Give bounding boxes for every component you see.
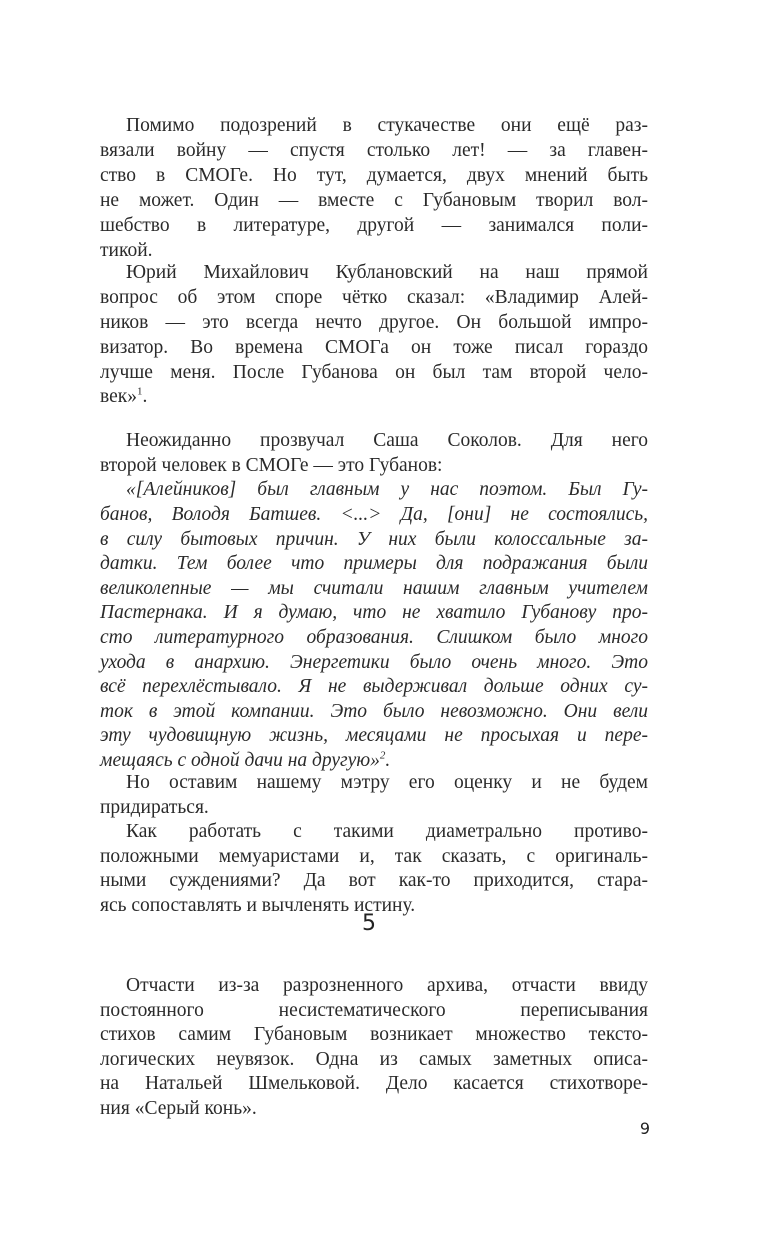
page-number: 9 bbox=[639, 1119, 650, 1138]
paragraph-line: Но оставим нашему мэтру его оценку и не будем bbox=[126, 772, 648, 793]
quote-line: в силу бытовых причин. У них были колоссальные за- bbox=[100, 529, 648, 550]
quote-line: банов, Володя Батшев. <...> Да, [они] не состоялись, bbox=[100, 504, 648, 525]
paragraph-line: положными мемуаристами и, так сказать, с оригиналь- bbox=[100, 846, 648, 867]
paragraph-line: ными суждениями? Да вот как-то приходится, стара- bbox=[100, 870, 648, 891]
section-number: 5 bbox=[362, 911, 376, 936]
quote-line: сто литературного образования. Слишком было много bbox=[100, 627, 648, 648]
paragraph-line: ния «Серый конь». bbox=[100, 1098, 257, 1119]
paragraph-line: постоянного несистематического переписывания bbox=[100, 1000, 648, 1021]
footnote-marker: 2 bbox=[379, 749, 386, 762]
paragraph-line: визатор. Во времена СМОГа он тоже писал гораздо bbox=[100, 337, 648, 358]
paragraph-line: Отчасти из-за разрозненного архива, отчасти ввиду bbox=[126, 975, 648, 996]
paragraph-line: Юрий Михайлович Кублановский на наш прямой bbox=[126, 262, 648, 283]
paragraph-line: Неожиданно прозвучал Саша Соколов. Для него bbox=[126, 430, 648, 451]
quote-line: мещаясь с одной дачи на другую»$^2$. bbox=[100, 749, 391, 771]
footnote-marker: 1 bbox=[136, 385, 143, 398]
quote-line: ток в этой компании. Это было невозможно. Они вели bbox=[100, 701, 648, 722]
quote-line: ухода в анархию. Энергетики было очень много. Это bbox=[100, 652, 648, 673]
quote-line: эту чудовищную жизнь, месяцами не просыхая и пере- bbox=[100, 725, 648, 746]
quote-line: Пастернака. И я думаю, что не хватило Губанову про- bbox=[100, 602, 648, 623]
paragraph-line: лучше меня. После Губанова он был там второй чело- bbox=[100, 362, 648, 383]
paragraph-line: вязали войну — спустя столько лет! — за главен- bbox=[100, 140, 648, 161]
paragraph-line: стихов самим Губановым возникает множество тексто- bbox=[100, 1024, 648, 1045]
paragraph-line: тикой. bbox=[100, 240, 153, 261]
paragraph-line: Как работать с такими диаметрально противо- bbox=[126, 821, 648, 842]
quote-text: мещаясь с одной дачи на другую» bbox=[100, 750, 380, 771]
paragraph-line: Помимо подозрений в стукачестве они ещё раз- bbox=[126, 115, 648, 136]
paragraph-line: вопрос об этом споре чётко сказал: «Владимир Алей- bbox=[100, 287, 648, 308]
paragraph-line: придираться. bbox=[100, 797, 209, 818]
paragraph-line: ство в СМОГе. Но тут, думается, двух мнений быть bbox=[100, 165, 648, 186]
paragraph-text: век» bbox=[100, 386, 137, 407]
quote-line: великолепные — мы считали нашим главным учителем bbox=[100, 578, 648, 599]
paragraph-line: не может. Один — вместе с Губановым творил вол- bbox=[100, 190, 648, 211]
quote-line: всё перехлёстывало. Я не выдерживал дольше одних су- bbox=[100, 676, 648, 697]
quote-line: датки. Тем более что примеры для подражания были bbox=[100, 553, 648, 574]
paragraph-line: ников — это всегда нечто другое. Он большой импро- bbox=[100, 312, 648, 333]
paragraph-line: шебство в литературе, другой — занимался поли- bbox=[100, 215, 648, 236]
paragraph-line: на Натальей Шмельковой. Дело касается стихотворе- bbox=[100, 1073, 648, 1094]
paragraph-line: ясь сопоставлять и вычленять истину. bbox=[100, 895, 416, 916]
quote-line: «[Алейников] был главным у нас поэтом. Был Гу- bbox=[126, 479, 648, 500]
paragraph-line: второй человек в СМОГе — это Губанов: bbox=[100, 455, 443, 476]
paragraph-line: век»$^1$. bbox=[100, 385, 148, 407]
paragraph-line: логических неувязок. Одна из самых заметных описа- bbox=[100, 1049, 648, 1070]
